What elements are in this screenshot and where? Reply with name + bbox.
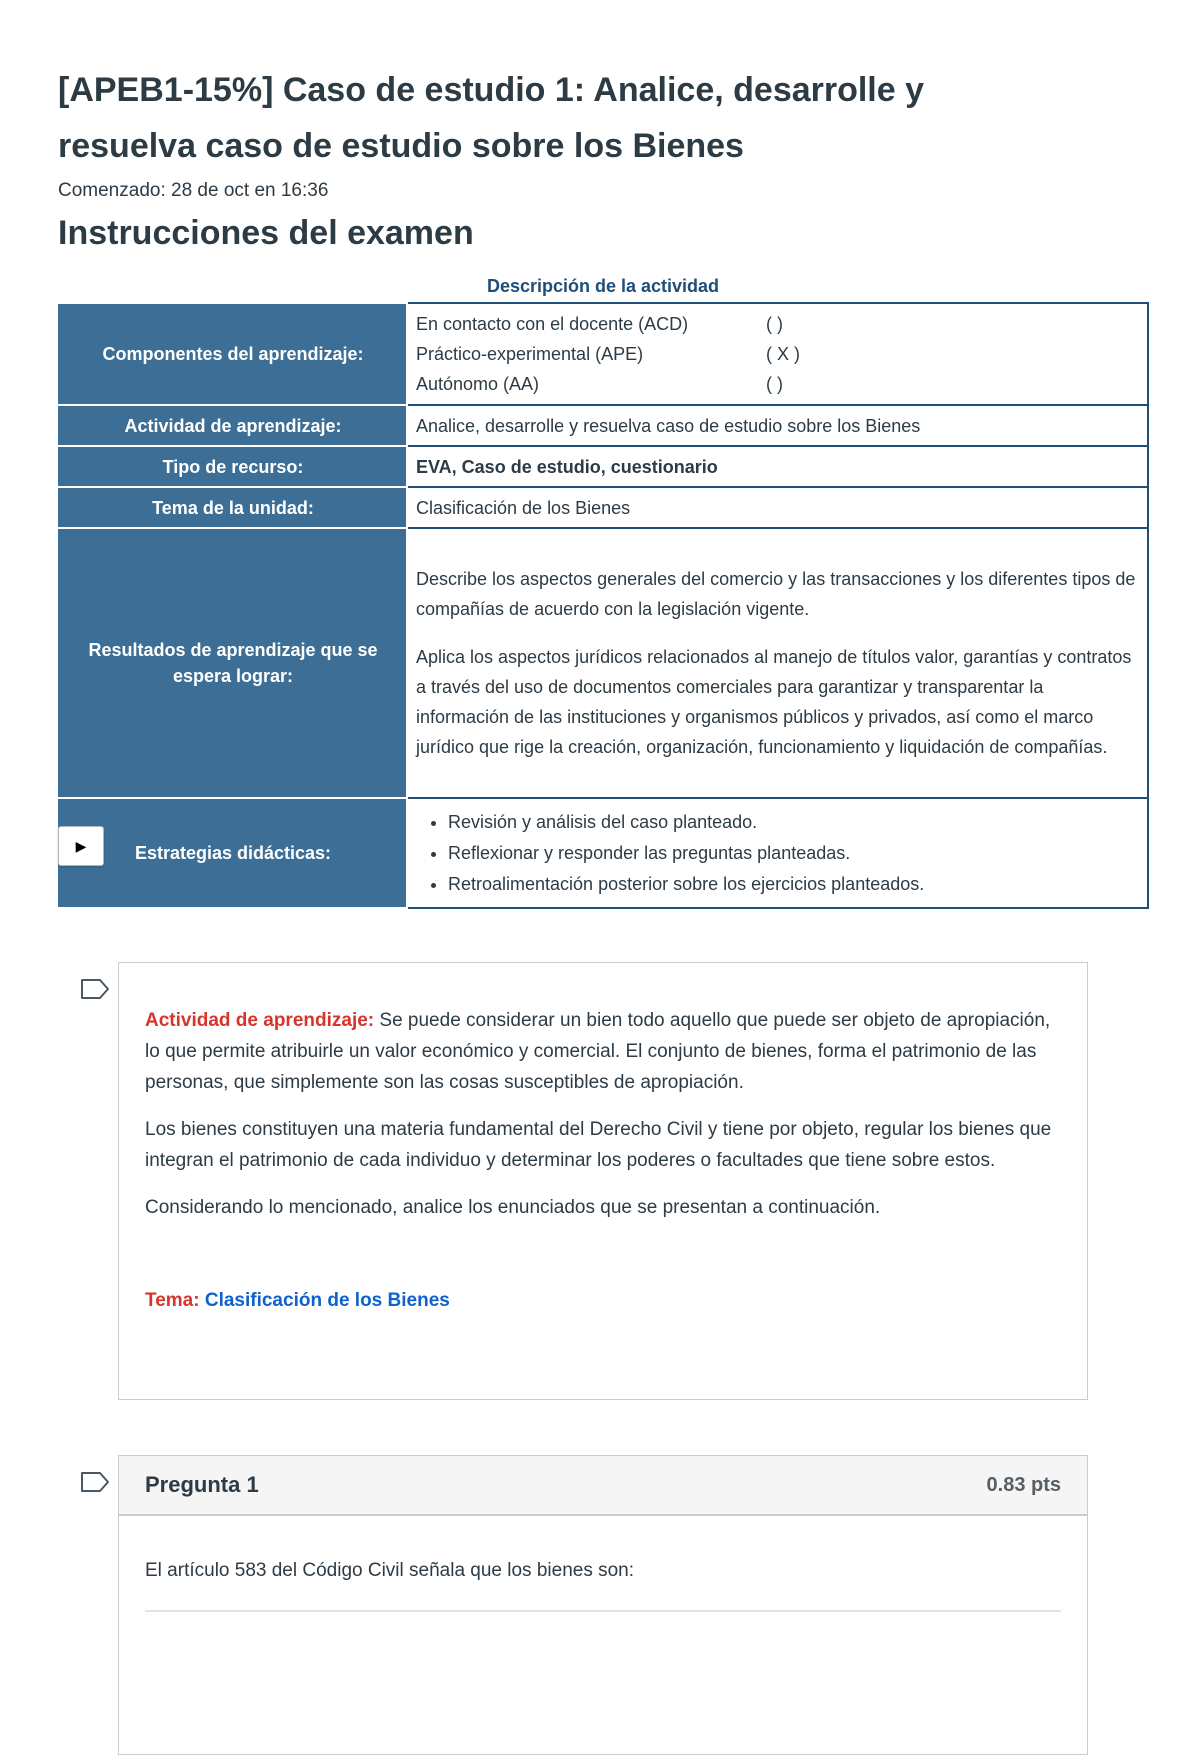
table-row [59, 528, 1148, 798]
result-item: Aplica los aspectos jurídicos relacionados al manejo de títulos valor, garantías y contratos a través del uso de documentos comerciales para garantizar y transparentar la información de las instituciones y organismos públicos y privados, así como el marco jurídico que rige la creación, organización, funcionamiento y liquidación de compañías. [416, 647, 1132, 757]
list-item: • Revisión y análisis del caso planteado. [448, 807, 1139, 838]
component-row [416, 369, 1139, 399]
intro-paragraph: Los bienes constituyen una materia fundamental del Derecho Civil y tiene por objeto, regular los bienes que integran el patrimonio de cada individuo y determinar los poderes o facultades que tiene sobre estos. [145, 1119, 1052, 1171]
component-mark: ( ) [766, 374, 783, 394]
lead-label: Actividad de aprendizaje: [145, 1010, 375, 1031]
theme-line [145, 1285, 1061, 1316]
theme-value: Clasificación de los Bienes [204, 1290, 450, 1311]
list-item: • Retroalimentación posterior sobre los ejercicios planteados. [448, 869, 1139, 900]
components-label: Componentes del aprendizaje: [59, 303, 407, 405]
lead-text: Se puede considerar un bien todo aquello que puede ser objeto de apropiación, lo que permite atribuirle un valor económico y comercial. El conjunto de bienes, forma el patrimonio de las personas, que simplemente son las cosas susceptibles de apropiación. [145, 1010, 1051, 1093]
strategies-list [416, 807, 1139, 900]
resource-label: Tipo de recurso: [59, 446, 407, 487]
play-icon: ▶ [75, 837, 87, 854]
page-title: [APEB1-15%] Caso de estudio 1: Analice, desarrolle y resuelva caso de estudio sobre los Bienes [58, 71, 925, 165]
intro-paragraph: Considerando lo mencionado, analice los enunciados que se presentan a continuación. [145, 1197, 881, 1218]
strategies-value [407, 798, 1148, 908]
table-row [59, 798, 1148, 908]
intro-card [118, 962, 1088, 1400]
list-item: • Reflexionar y responder las preguntas planteadas. [448, 838, 1139, 869]
component-name: Autónomo (AA) [416, 374, 540, 394]
table-caption: Descripción de la actividad [486, 276, 720, 296]
started-timestamp: Comenzado: 28 de oct en 16:36 [58, 180, 329, 201]
results-value [407, 528, 1148, 798]
question-card [118, 1455, 1088, 1755]
results-label: Resultados de aprendizaje que se espera lograr: [59, 528, 407, 798]
activity-description-table [58, 302, 1149, 909]
section-title: Instrucciones del examen [58, 214, 474, 252]
flag-question-icon[interactable] [80, 978, 110, 1000]
table-row [59, 487, 1148, 528]
topic-value: Clasificación de los Bienes [407, 487, 1148, 528]
topic-label: Tema de la unidad: [59, 487, 407, 528]
component-name: Práctico-experimental (APE) [416, 344, 644, 364]
intro-paragraph [145, 1005, 1061, 1098]
theme-label: Tema: [145, 1290, 200, 1311]
strategies-label: Estrategias didácticas: [59, 798, 407, 908]
question-points: 0.83 pts [986, 1473, 1061, 1496]
component-name: En contacto con el docente (ACD) [416, 314, 689, 334]
question-header [119, 1456, 1087, 1516]
component-mark: ( X ) [766, 344, 800, 364]
result-item: Describe los aspectos generales del comercio y las transacciones y los diferentes tipos de compañías de acuerdo con la legislación vigente. [416, 569, 1136, 619]
question-title: Pregunta 1 [145, 1472, 259, 1497]
table-row [59, 303, 1148, 405]
table-row [59, 405, 1148, 446]
component-row [416, 309, 1139, 339]
expand-toggle-button[interactable] [58, 826, 104, 866]
question-text: El artículo 583 del Código Civil señala que los bienes son: [145, 1560, 635, 1581]
component-row [416, 339, 1139, 369]
resource-value: EVA, Caso de estudio, cuestionario [407, 446, 1148, 487]
component-mark: ( ) [766, 314, 783, 334]
table-row [59, 446, 1148, 487]
components-value [407, 303, 1148, 405]
activity-label: Actividad de aprendizaje: [59, 405, 407, 446]
divider [145, 1610, 1061, 1612]
flag-question-icon[interactable] [80, 1471, 110, 1493]
activity-value: Analice, desarrolle y resuelva caso de estudio sobre los Bienes [407, 405, 1148, 446]
